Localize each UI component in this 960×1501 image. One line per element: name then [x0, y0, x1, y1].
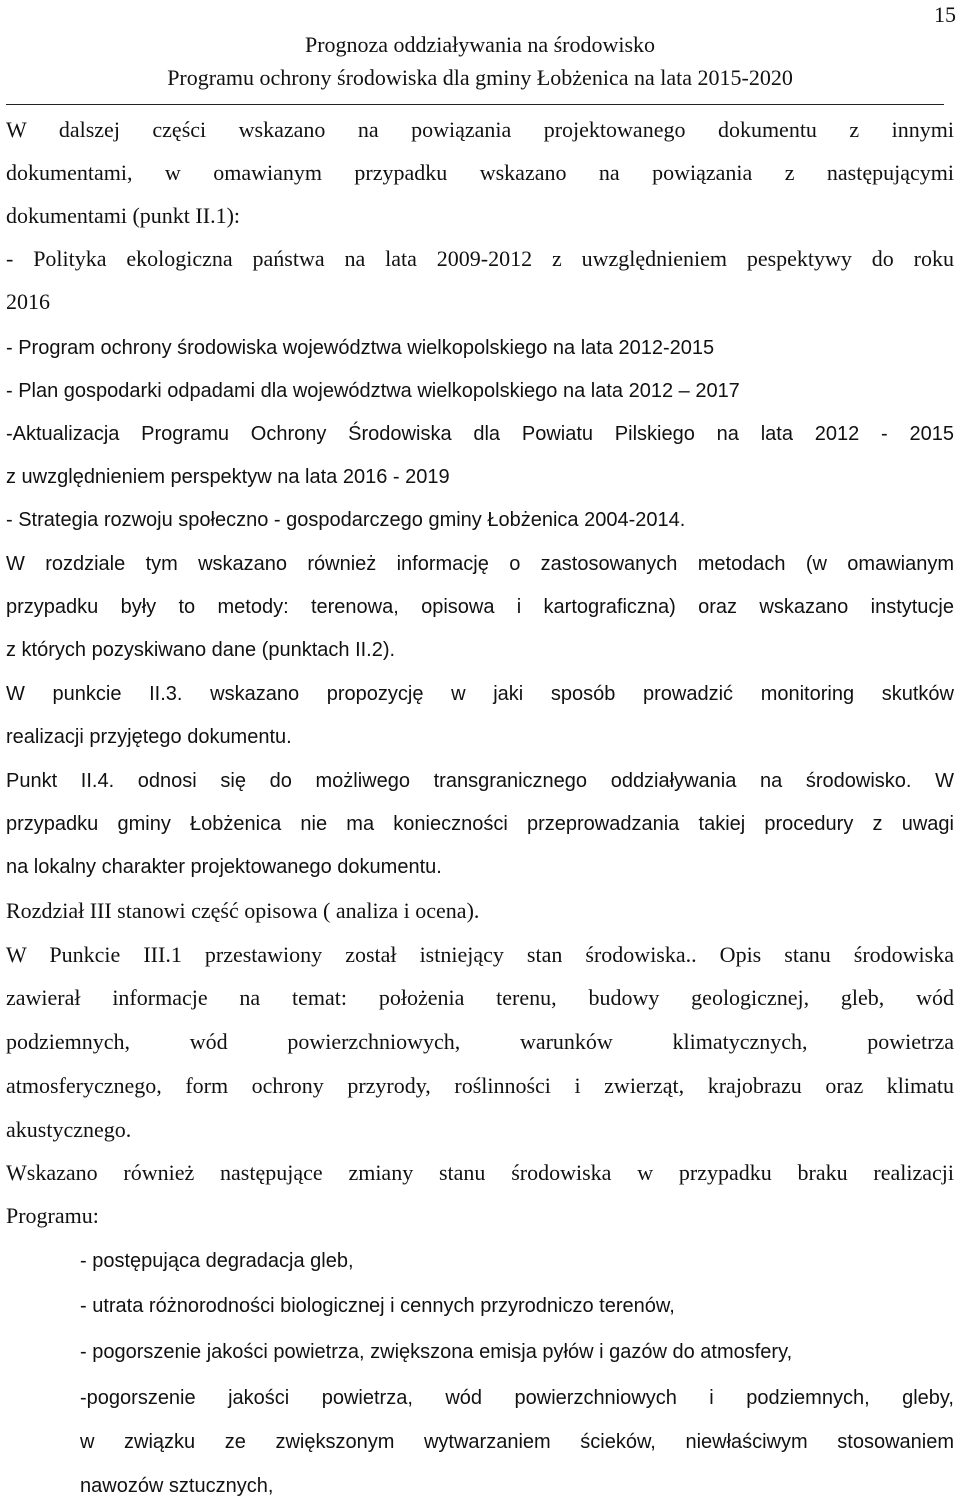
text-line: z uwzględnieniem perspektyw na lata 2016 - 2019 [6, 466, 450, 488]
text-line: dokumentami (punkt II.1): [6, 203, 241, 228]
text-line: Programu: [6, 1203, 99, 1228]
text-line: na lokalny charakter projektowanego dokumentu. [6, 856, 442, 878]
header-line-2: Programu ochrony środowiska dla gminy Łobżenica na lata 2015-2020 [167, 65, 793, 90]
text-line: Rozdział III stanowi część opisowa ( analiza i ocena). [6, 898, 480, 923]
list-item: - postępująca degradacja gleb, [80, 1250, 354, 1272]
header-rule [6, 104, 944, 105]
running-header [0, 28, 960, 94]
text-line: W rozdziale tym wskazano również informację o zastosowanych metodach (w omawianym [6, 553, 954, 575]
text-line: - Program ochrony środowiska województwa wielkopolskiego na lata 2012-2015 [6, 337, 715, 359]
text-line: przypadku były to metody: terenowa, opisowa i kartograficzna) oraz wskazano instytucje [6, 596, 954, 618]
text-line: z których pozyskiwano dane (punktach II.2). [6, 639, 396, 661]
text-line: - Strategia rozwoju społeczno - gospodarczego gminy Łobżenica 2004-2014. [6, 509, 686, 531]
list-item: - utrata różnorodności biologicznej i cennych przyrodniczo terenów, [80, 1295, 675, 1317]
text-line: -Aktualizacja Programu Ochrony Środowiska dla Powiatu Pilskiego na lata 2012 - 2015 [6, 423, 954, 445]
text-line: W Punkcie III.1 przestawiony został istniejący stan środowiska.. Opis stanu środowiska [6, 942, 954, 967]
text-line: Wskazano również następujące zmiany stanu środowiska w przypadku braku realizacji [6, 1160, 954, 1185]
text-line: realizacji przyjętego dokumentu. [6, 726, 292, 748]
page-number: 15 [934, 2, 956, 27]
list-item: -pogorszenie jakości powietrza, wód powierzchniowych i podziemnych, gleby, [80, 1387, 954, 1409]
text-line: dokumentami, w omawianym przypadku wskazano na powiązania z następującymi [6, 160, 954, 185]
header-line-1: Prognoza oddziaływania na środowisko [304, 32, 656, 57]
text-line: podziemnych, wód powierzchniowych, warunków klimatycznych, powietrza [6, 1029, 954, 1054]
text-line: 2016 [6, 289, 50, 314]
text-line: - Polityka ekologiczna państwa na lata 2009-2012 z uwzględnieniem pespektywy do roku [6, 246, 954, 271]
text-line: - Plan gospodarki odpadami dla województwa wielkopolskiego na lata 2012 – 2017 [6, 380, 740, 402]
list-item: nawozów sztucznych, [80, 1475, 274, 1497]
text-line: atmosferycznego, form ochrony przyrody, roślinności i zwierząt, krajobrazu oraz klimatu [6, 1073, 954, 1098]
list-item: w związku ze zwiększonym wytwarzaniem ścieków, niewłaściwym stosowaniem [80, 1431, 954, 1453]
list-item: - pogorszenie jakości powietrza, zwiększona emisja pyłów i gazów do atmosfery, [80, 1341, 793, 1363]
text-line: W dalszej części wskazano na powiązania projektowanego dokumentu z innymi [6, 117, 954, 142]
text-line: akustycznego. [6, 1117, 132, 1142]
text-line: Punkt II.4. odnosi się do możliwego transgranicznego oddziaływania na środowisko. W [6, 770, 954, 792]
text-line: W punkcie II.3. wskazano propozycję w jaki sposób prowadzić monitoring skutków [6, 683, 954, 705]
text-line: przypadku gminy Łobżenica nie ma konieczności przeprowadzania takiej procedury z uwagi [6, 813, 954, 835]
text-line: zawierał informacje na temat: położenia terenu, budowy geologicznej, gleb, wód [6, 985, 954, 1010]
